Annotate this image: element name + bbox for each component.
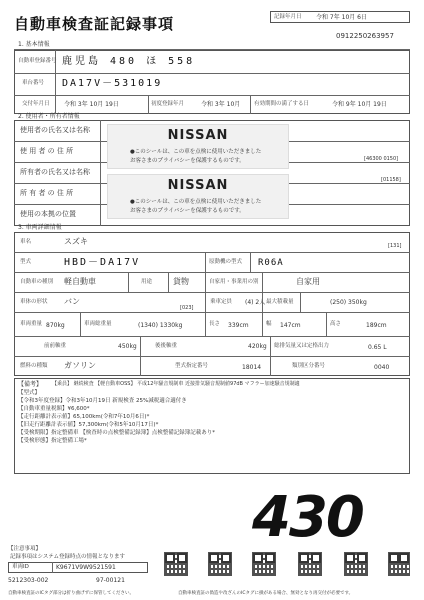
privacy-sticker-top (107, 124, 289, 169)
category-label: 類別区分番号 (292, 363, 326, 369)
nissan-logo: NISSAN (167, 128, 229, 143)
footer-code-left: 5212303-002 (8, 577, 49, 584)
use-label: 用途 (141, 279, 153, 285)
load-value: (250) 350kg (330, 299, 367, 306)
notice-title: 【注意事項】 (8, 546, 42, 552)
first-year-label: 初度登録年月 (151, 101, 185, 107)
displacement-value: 0.65 L (368, 344, 387, 351)
model-value: HBD－DA17V (64, 257, 141, 268)
section-basic: 1. 基本情報 (18, 41, 50, 48)
width-label: 幅 (266, 321, 272, 327)
owner-address-label: 所 有 者 の 住 所 (20, 189, 74, 197)
document-serial: 0912250263957 (336, 32, 394, 40)
rear-axle-label: 後後軸重 (155, 343, 178, 349)
engine-value: R06A (258, 258, 284, 268)
expiry-value: 令和 9年 10月 19日 (332, 101, 387, 108)
body-value: バン (64, 297, 80, 306)
owner-code-2: [01158] (381, 177, 401, 183)
weight-label: 車両重量 (20, 321, 43, 327)
notes-line: 【受検形態】指定整備工場* (18, 438, 87, 444)
reg-label: 自動車登録番号 (18, 58, 57, 64)
weight-value: 870kg (46, 322, 65, 329)
kind-value: 軽自動車 (64, 277, 96, 286)
displacement-label: 総排気量又は定格出力 (274, 343, 330, 349)
type-no-label: 型式指定番号 (175, 363, 209, 369)
kind-label: 自動車の種別 (20, 279, 54, 285)
capacity-value: (4) 2人 (245, 299, 266, 306)
type-no-value: 18014 (242, 364, 262, 371)
expiry-label: 有効期間の満了する日 (254, 101, 310, 107)
nissan-logo: NISSAN (167, 178, 229, 193)
notes-line: 【受検期限】指定整備車 【検査時の点検整備記録簿】点検整備記録簿記載あり* (18, 430, 216, 436)
sticker-text-line1: ●このシールは、この車を点検に使用いただきました (130, 149, 262, 155)
handwritten-number: 430 (252, 485, 363, 550)
vin-value: K9671V9W9521591 (56, 564, 116, 571)
maker-code: [131] (388, 243, 402, 249)
reg-value: 鹿児島 480 ほ 558 (62, 56, 196, 67)
rear-axle-value: 420kg (248, 343, 267, 350)
qr-code (164, 552, 188, 576)
height-label: 高さ (330, 321, 342, 327)
notes-line: 【走行距離計表示値】65,100km(令和7年10月6日)* (18, 414, 150, 420)
notes-line: 【乗員】 継続検査 【軽自動車OSS】 平成12年騒音規制車 近接排気騒音規制値97dB マフラー加速騒音規制適 (52, 381, 300, 387)
gross-value: (1340) 1330kg (138, 322, 183, 329)
sticker-text-line2: お客さまのプライバシーを保護するものです。 (130, 208, 245, 214)
fuel-label: 燃料の種類 (20, 363, 48, 369)
length-value: 339cm (228, 322, 249, 329)
chassis-label: 車台番号 (22, 80, 45, 86)
section-owner: 2. 使用者・所有者情報 (18, 113, 80, 120)
qr-code (388, 552, 410, 576)
qr-code (298, 552, 322, 576)
base-location-label: 使用の本拠の位置 (20, 210, 76, 218)
owner-code-1: [46300 0150] (364, 156, 399, 162)
fuel-value: ガソリン (64, 361, 96, 370)
notes-line: 【自動車重量税額】¥6,600* (18, 406, 90, 412)
document-title: 自動車検査証記録事項 (14, 15, 175, 33)
maker-label: 車名 (20, 239, 32, 245)
capacity-label: 乗車定員 (210, 299, 233, 305)
footer-note-right: 自動車検査証の偽造や改ざんのICタグに損がある場合、無効となり再交付が必要です。 (178, 591, 354, 596)
chassis-value: DA17V－531019 (62, 78, 163, 89)
notice-line: 記録事項はシステム登録時点の情報となります (10, 554, 125, 560)
sticker-text-line2: お客さまのプライバシーを保護するものです。 (130, 158, 245, 164)
notes-line: 【令和3年度登録】令和3年10月19日 新規検査 25%減税適合適付き (18, 398, 187, 404)
notes-label: 【備考】 (18, 381, 43, 388)
notes-line: 【旧走行距離計表示値】57,300km(令和5年10月17日)* (18, 422, 159, 428)
private-label: 自家用・事業用の別 (209, 279, 259, 285)
first-year-value: 令和 3年 10月 (201, 101, 241, 108)
length-label: 長さ (209, 321, 221, 327)
privacy-sticker-bottom (107, 174, 289, 219)
height-value: 189cm (366, 322, 387, 329)
body-label: 車体の形状 (20, 299, 48, 305)
issue-date: 令和 7年 10月 6日 (316, 14, 367, 21)
user-address-label: 使 用 者 の 住 所 (20, 147, 74, 155)
body-code: [023] (180, 305, 194, 311)
issue-date-label: 記録年月日 (274, 14, 302, 20)
footer-code-right: 97-00121 (96, 577, 125, 584)
model-label: 型式 (20, 259, 32, 265)
sticker-text-line1: ●このシールは、この車を点検に使用いただきました (130, 199, 262, 205)
front-axle-label: 前前軸重 (44, 343, 67, 349)
section-vehicle: 3. 車両詳細情報 (18, 224, 62, 231)
first-reg-value: 令和 3年 10月 19日 (64, 101, 119, 108)
gross-label: 車両総重量 (84, 321, 112, 327)
qr-code (208, 552, 232, 576)
user-name-label: 使用者の氏名又は名称 (20, 126, 90, 134)
qr-code (344, 552, 368, 576)
footer-note-left: 自動車検査証のICタグ部分は折り曲げずに保管してください。 (8, 591, 134, 596)
notes-line: 【型式】 (18, 390, 41, 396)
owner-name-label: 所有者の氏名又は名称 (20, 168, 90, 176)
maker-value: スズキ (64, 237, 88, 246)
first-reg-label: 交付年月日 (22, 101, 50, 107)
category-value: 0040 (374, 364, 390, 371)
private-value: 自家用 (296, 277, 320, 286)
qr-code (252, 552, 276, 576)
vin-label: 車両ID (12, 564, 29, 570)
engine-label: 原動機の型式 (209, 259, 243, 265)
use-value: 貨物 (173, 277, 189, 286)
load-label: 最大積載量 (266, 299, 294, 305)
width-value: 147cm (280, 322, 301, 329)
front-axle-value: 450kg (118, 343, 137, 350)
